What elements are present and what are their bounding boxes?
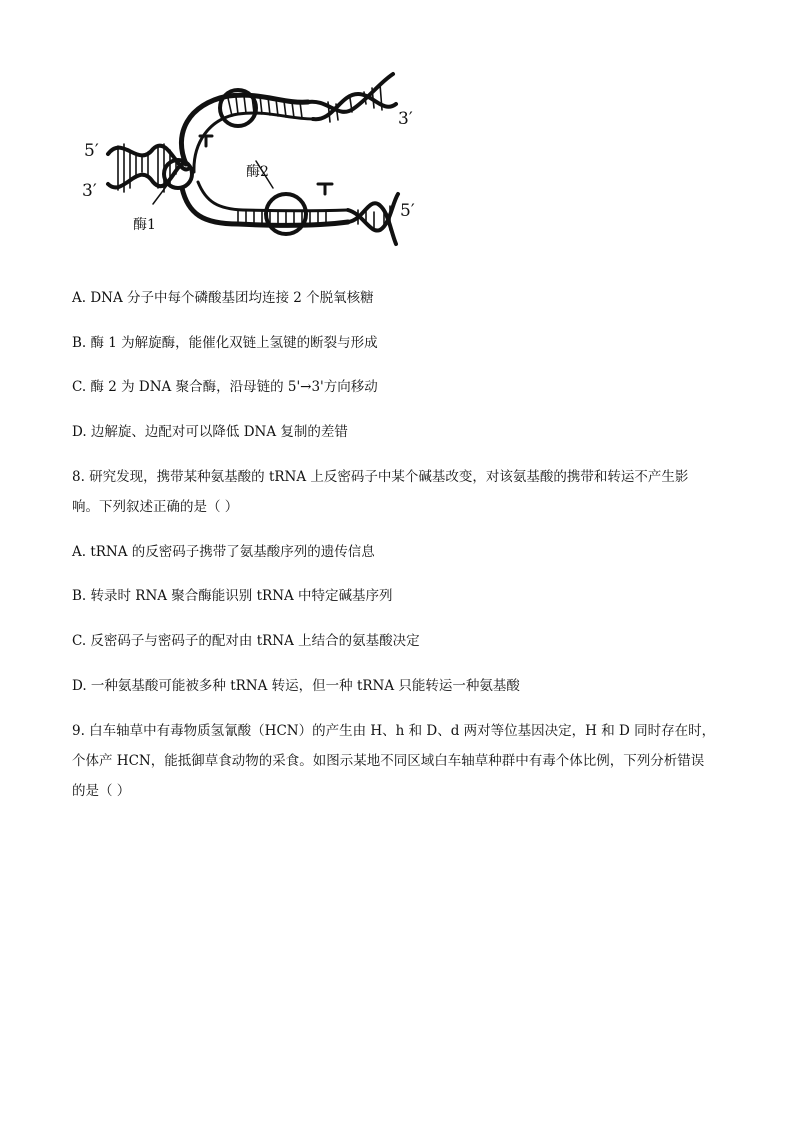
dna-replication-figure bbox=[78, 64, 428, 264]
q7-option-a: A. DNA 分子中每个磷酸基团均连接 2 个脱氧核糖 bbox=[72, 290, 374, 306]
q7-option-d: D. 边解旋、边配对可以降低 DNA 复制的差错 bbox=[72, 424, 348, 440]
label-enzyme2: 酶2 bbox=[246, 164, 269, 180]
label-3prime-bottom-left: 3′ bbox=[82, 181, 97, 201]
q7-option-b: B. 酶 1 为解旋酶，能催化双链上氢键的断裂与形成 bbox=[72, 335, 378, 351]
label-5prime-top-left: 5′ bbox=[84, 141, 99, 161]
q8-stem-line1: 8. 研究发现，携带某种氨基酸的 tRNA 上反密码子中某个碱基改变，对该氨基酸的携带和转运不产生影 bbox=[72, 469, 689, 485]
q7-option-c: C. 酶 2 为 DNA 聚合酶，沿母链的 5'→3'方向移动 bbox=[72, 379, 378, 395]
q8-option-a: A. tRNA 的反密码子携带了氨基酸序列的遗传信息 bbox=[72, 544, 375, 560]
q9-stem-line1: 9. 白车轴草中有毒物质氢氰酸（HCN）的产生由 H、h 和 D、d 两对等位基因决定，H 和 D 同时存在时， bbox=[72, 723, 716, 739]
q8-stem-line2: 响。下列叙述正确的是（ ） bbox=[72, 499, 239, 515]
q8-option-b: B. 转录时 RNA 聚合酶能识别 tRNA 中特定碱基序列 bbox=[72, 588, 393, 604]
q8-option-c: C. 反密码子与密码子的配对由 tRNA 上结合的氨基酸决定 bbox=[72, 633, 420, 649]
q9-stem-line2: 个体产 HCN，能抵御草食动物的采食。如图示某地不同区域白车轴草种群中有毒个体比例，下列分析错误 bbox=[72, 753, 705, 769]
q9-stem-line3: 的是（ ） bbox=[72, 783, 131, 799]
label-5prime-bottom-right: 5′ bbox=[400, 201, 415, 221]
q8-option-d: D. 一种氨基酸可能被多种 tRNA 转运，但一种 tRNA 只能转运一种氨基酸 bbox=[72, 678, 520, 694]
label-3prime-top-right: 3′ bbox=[398, 109, 413, 129]
label-enzyme1: 酶1 bbox=[133, 217, 156, 233]
